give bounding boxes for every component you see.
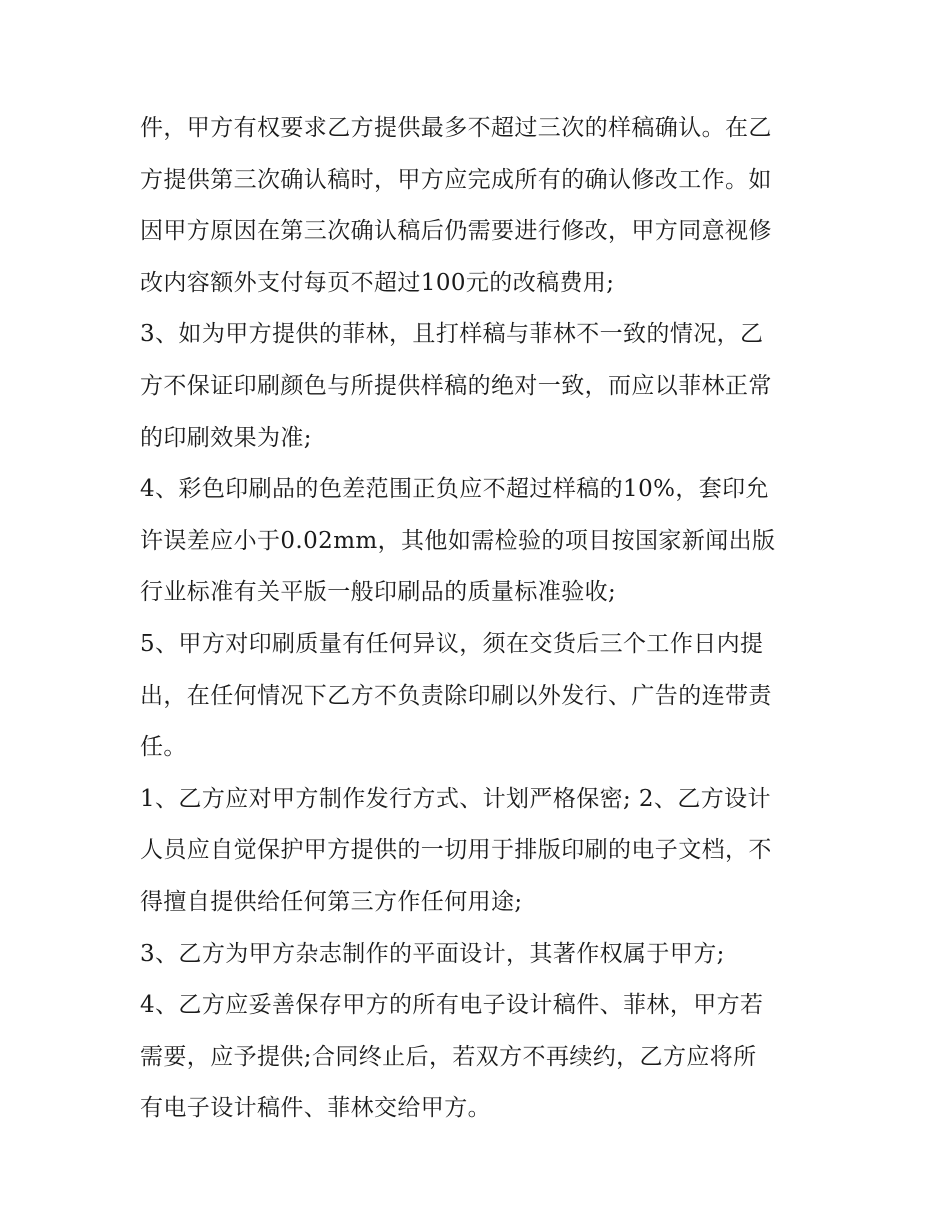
text-line: 需要，应予提供;合同终止后，若双方不再续约，乙方应将所 xyxy=(140,1043,757,1070)
text-line: 方不保证印刷颜色与所提供样稿的绝对一致，而应以菲林正常 xyxy=(140,372,772,399)
text-line: 3、如为甲方提供的菲林，且打样稿与菲林不一致的情况，乙 xyxy=(140,321,764,348)
text-line: 出，在任何情况下乙方不负责除印刷以外发行、广告的连带责 xyxy=(140,682,772,709)
text-line: 人员应自觉保护甲方提供的一切用于排版印刷的电子文档，不 xyxy=(140,837,772,864)
text-line: 许误差应小于0.02mm，其他如需检验的项目按国家新闻出版 xyxy=(140,527,776,554)
text-line: 4、彩色印刷品的色差范围正负应不超过样稿的10%，套印允 xyxy=(140,476,769,503)
text-line: 得擅自提供给任何第三方作任何用途; xyxy=(140,888,523,915)
text-line: 方提供第三次确认稿时，甲方应完成所有的确认修改工作。如 xyxy=(140,166,772,193)
text-line: 1、乙方应对甲方制作发行方式、计划严格保密; 2、乙方设计 xyxy=(140,785,771,812)
text-line: 任。 xyxy=(140,734,187,761)
text-line: 改内容额外支付每页不超过100元的改稿费用; xyxy=(140,269,615,296)
text-line: 行业标准有关平版一般印刷品的质量标准验收; xyxy=(140,579,617,606)
text-line: 有电子设计稿件、菲林交给甲方。 xyxy=(140,1095,491,1122)
text-line: 5、甲方对印刷质量有任何异议，须在交货后三个工作日内提 xyxy=(140,630,764,657)
text-line: 3、乙方为甲方杂志制作的平面设计，其著作权属于甲方; xyxy=(140,940,725,967)
text-line: 件，甲方有权要求乙方提供最多不超过三次的样稿确认。在乙 xyxy=(140,115,772,141)
text-line: 因甲方原因在第三次确认稿后仍需要进行修改，甲方同意视修 xyxy=(140,218,772,245)
text-line: 的印刷效果为准; xyxy=(140,424,312,451)
text-line: 4、乙方应妥善保存甲方的所有电子设计稿件、菲林，甲方若 xyxy=(140,992,764,1019)
document-body xyxy=(140,103,820,1135)
